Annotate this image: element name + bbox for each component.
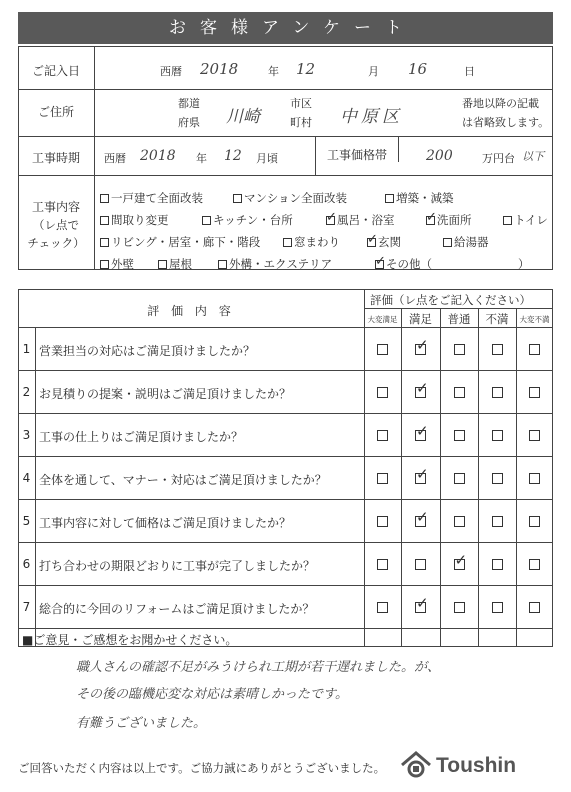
comments-heading: ■ご意見・ご感想をお聞かせください。 — [22, 633, 238, 647]
price-label: 工事価格帯 — [316, 136, 399, 162]
entry-date-year-unit: 年 — [268, 65, 279, 78]
rating-checkbox[interactable] — [492, 387, 503, 398]
page-title-text: お客様アンケート — [169, 18, 416, 38]
work-item-label: 一戸建て全面改装 — [111, 191, 203, 205]
brand-name: Toushin — [436, 754, 517, 777]
rating-checkbox[interactable] — [529, 516, 540, 527]
period-month[interactable]: 12 — [224, 148, 242, 164]
checkbox[interactable] — [503, 216, 512, 225]
work-item[interactable] — [202, 212, 293, 228]
rating-checkbox[interactable] — [492, 473, 503, 484]
rating-checkbox[interactable] — [529, 344, 540, 355]
checkbox[interactable] — [375, 260, 384, 269]
work-item-label: 窓まわり — [294, 235, 340, 249]
work-item[interactable] — [375, 256, 432, 272]
checkbox[interactable] — [426, 216, 435, 225]
work-item[interactable] — [233, 190, 347, 206]
work-item-label: 玄関 — [378, 235, 401, 249]
period-year-unit: 年 — [196, 152, 207, 165]
eval-rating-divider — [364, 289, 365, 647]
rating-checkbox[interactable] — [454, 516, 465, 527]
rating-checkbox[interactable] — [377, 602, 388, 613]
rating-checkbox[interactable] — [415, 559, 426, 570]
question-number: 2 — [22, 385, 31, 399]
rating-checkbox[interactable] — [454, 344, 465, 355]
checkbox[interactable] — [158, 260, 167, 269]
rating-checkbox[interactable] — [454, 559, 465, 570]
checkbox[interactable] — [100, 216, 109, 225]
row-divider — [18, 370, 553, 371]
work-item[interactable] — [283, 234, 340, 250]
rating-checkbox[interactable] — [415, 602, 426, 613]
rating-checkbox[interactable] — [415, 387, 426, 398]
rating-checkbox[interactable] — [377, 344, 388, 355]
entry-date-month-unit: 月 — [368, 65, 379, 78]
eval-header-divider — [18, 327, 553, 328]
rating-checkbox[interactable] — [492, 430, 503, 441]
price-unit: 万円台 — [482, 152, 515, 165]
rating-checkbox[interactable] — [377, 430, 388, 441]
checkbox[interactable] — [233, 194, 242, 203]
work-item[interactable] — [218, 256, 332, 272]
question-number: 1 — [22, 342, 31, 356]
work-item-label: 増築・減築 — [396, 191, 454, 205]
entry-date-era: 西暦 — [160, 65, 182, 78]
address-city-value[interactable]: 川崎 — [226, 107, 260, 127]
page-title — [18, 12, 553, 44]
scale-header: 大変満足 — [367, 315, 398, 324]
rating-checkbox[interactable] — [415, 473, 426, 484]
rating-checkbox[interactable] — [454, 602, 465, 613]
rating-checkbox[interactable] — [454, 473, 465, 484]
checkbox[interactable] — [218, 260, 227, 269]
question-text: 総合的に今回のリフォームはご満足頂けましたか？ — [39, 602, 315, 616]
eval-header-content: 評 価 内 容 — [147, 304, 235, 318]
question-text: 工事の仕上りはご満足頂けましたか？ — [39, 430, 244, 444]
question-number: 3 — [22, 428, 31, 442]
rating-checkbox[interactable] — [492, 344, 503, 355]
checkbox[interactable] — [100, 260, 109, 269]
work-item[interactable] — [518, 256, 530, 272]
content-note: （レ点で チェック） — [27, 218, 85, 250]
work-item[interactable] — [158, 256, 192, 272]
rating-checkbox[interactable] — [377, 387, 388, 398]
checkbox[interactable] — [202, 216, 211, 225]
content-label: 工事内容 — [31, 200, 80, 214]
scale-header: 普通 — [447, 312, 471, 326]
address-ward-value[interactable]: 中原区 — [340, 107, 403, 127]
work-item[interactable] — [385, 190, 454, 206]
work-item-label: リビング・居室・廊下・階段 — [111, 235, 261, 249]
eval-scale-divider — [401, 308, 402, 647]
period-era: 西暦 — [104, 152, 126, 165]
checkbox[interactable] — [326, 216, 335, 225]
address-pref-line1: 都道 — [178, 97, 200, 110]
entry-date-day-unit: 日 — [464, 65, 475, 78]
rating-checkbox[interactable] — [492, 602, 503, 613]
rating-checkbox[interactable] — [529, 387, 540, 398]
work-item-label: ） — [518, 257, 530, 271]
checkbox[interactable] — [367, 238, 376, 247]
price-suffix[interactable]: 以下 — [522, 150, 544, 163]
scale-header: 不満 — [485, 312, 509, 326]
eval-header-rating: 評価（レ点をご記入ください） — [370, 293, 531, 307]
address-city-line1: 市区 — [290, 97, 312, 110]
address-note-line2: は省略致します。 — [462, 116, 550, 129]
rating-checkbox[interactable] — [454, 387, 465, 398]
rating-checkbox[interactable] — [377, 559, 388, 570]
footer-text: ご回答いただく内容は以上です。ご協力誠にありがとうございました。 — [18, 761, 386, 775]
period-month-unit: 月頃 — [256, 152, 278, 165]
rating-checkbox[interactable] — [529, 430, 540, 441]
entry-date-year[interactable]: 2018 — [200, 60, 239, 78]
work-item[interactable] — [100, 212, 169, 228]
comments-divider — [18, 628, 553, 629]
work-item-label: キッチン・台所 — [213, 213, 293, 227]
work-item[interactable] — [326, 212, 395, 228]
rating-checkbox[interactable] — [415, 344, 426, 355]
work-item-label: 屋根 — [169, 257, 192, 271]
row-divider — [18, 89, 553, 90]
work-item-label: 給湯器 — [454, 235, 489, 249]
eval-scale-divider — [516, 308, 517, 647]
question-number: 4 — [22, 471, 31, 485]
work-item-label: その他（ — [386, 257, 432, 271]
work-item-label: 洗面所 — [437, 213, 472, 227]
rating-checkbox[interactable] — [529, 559, 540, 570]
price-value[interactable]: 200 — [426, 148, 453, 164]
checkbox[interactable] — [100, 238, 109, 247]
question-text: 営業担当の対応はご満足頂けましたか？ — [39, 344, 256, 358]
rating-checkbox[interactable] — [529, 602, 540, 613]
question-text: 打ち合わせの期限どおりに工事が完了しましたか？ — [39, 559, 316, 573]
row-divider — [18, 413, 553, 414]
scale-header: 満足 — [409, 312, 432, 326]
row-divider — [18, 499, 553, 500]
work-item-label: マンション全面改装 — [244, 191, 347, 205]
label-column-divider — [94, 46, 95, 270]
house-logo-icon — [400, 750, 432, 784]
work-item[interactable] — [426, 212, 472, 228]
work-item[interactable] — [100, 234, 260, 250]
rating-checkbox[interactable] — [415, 430, 426, 441]
rating-checkbox[interactable] — [415, 516, 426, 527]
period-label: 工事時期 — [31, 151, 80, 165]
question-number: 6 — [22, 557, 31, 571]
row-divider — [18, 456, 553, 457]
rating-checkbox[interactable] — [492, 516, 503, 527]
entry-date-month[interactable]: 12 — [296, 60, 316, 78]
question-text: お見積りの提案・説明はご満足頂けましたか？ — [39, 387, 292, 401]
work-item[interactable] — [503, 212, 548, 228]
entry-date-label: ご記入日 — [31, 64, 80, 78]
rating-checkbox[interactable] — [454, 430, 465, 441]
address-city-line2: 町村 — [290, 116, 312, 129]
row-divider — [18, 585, 553, 586]
checkbox[interactable] — [100, 194, 109, 203]
question-number: 5 — [22, 514, 31, 528]
work-item-label: 間取り変更 — [111, 213, 169, 227]
checkbox[interactable] — [443, 238, 452, 247]
eval-header-divider — [364, 308, 553, 309]
work-item-label: 風呂・浴室 — [337, 213, 395, 227]
work-item-label: トイレ — [514, 213, 548, 227]
rating-checkbox[interactable] — [377, 516, 388, 527]
rating-checkbox[interactable] — [377, 473, 388, 484]
comment-line[interactable]: その後の臨機応変な対応は素晴しかったです。 — [76, 687, 348, 702]
address-note-line1: 番地以降の記載 — [462, 97, 539, 110]
work-item-label: 外構・エクステリア — [229, 257, 333, 271]
rating-checkbox[interactable] — [492, 559, 503, 570]
question-text: 工事内容に対して価格はご満足頂けましたか？ — [39, 516, 292, 530]
eval-num-divider — [35, 327, 36, 647]
question-number: 7 — [22, 600, 31, 614]
eval-scale-divider — [440, 308, 441, 647]
address-label: ご住所 — [37, 105, 74, 119]
work-item[interactable] — [100, 256, 134, 272]
work-item[interactable] — [367, 234, 401, 250]
question-text: 全体を通して、マナー・対応はご満足頂けましたか？ — [39, 473, 327, 487]
comment-line[interactable]: 職人さんの確認不足がみうけられ工期が若干遅れました。が、 — [76, 660, 441, 675]
work-item[interactable] — [443, 234, 489, 250]
checkbox[interactable] — [385, 194, 394, 203]
period-year[interactable]: 2018 — [140, 148, 176, 164]
work-item-label: 外壁 — [111, 257, 134, 271]
rating-checkbox[interactable] — [529, 473, 540, 484]
row-divider — [18, 136, 553, 137]
work-item[interactable] — [100, 190, 203, 206]
entry-date-day[interactable]: 16 — [408, 60, 428, 78]
row-divider — [18, 542, 553, 543]
row-divider — [18, 175, 553, 176]
address-pref-line2: 府県 — [178, 116, 200, 129]
comment-line[interactable]: 有難うございました。 — [76, 716, 207, 731]
eval-scale-divider — [478, 308, 479, 647]
scale-header: 大変不満 — [519, 315, 550, 324]
checkbox[interactable] — [283, 238, 292, 247]
